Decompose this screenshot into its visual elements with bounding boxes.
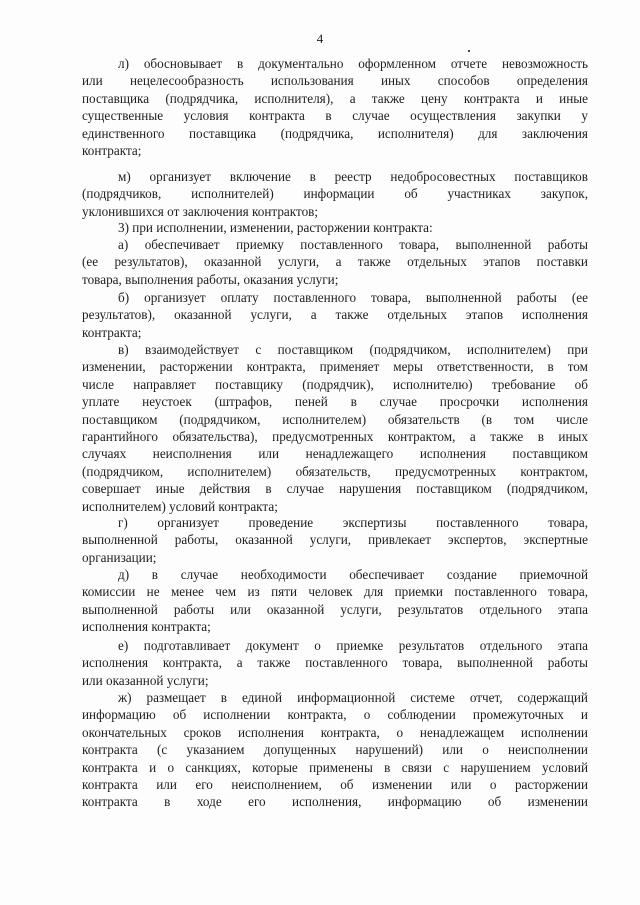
text-line: контракта; xyxy=(82,142,142,158)
text-line: уклонившихся от заключения контрактов; xyxy=(82,203,319,219)
paragraph-m xyxy=(82,168,588,220)
text-line: б) организует оплату поставленного товара, выполненной работы (ее xyxy=(118,290,588,305)
text-line: в) взаимодействует с поставщиком (подрядчиком, исполнителем) при xyxy=(118,342,588,357)
text-line: (подрядчиков, исполнителей) информации об участниках закупок, xyxy=(82,186,588,202)
text-line: исполнения контракта; xyxy=(82,619,211,635)
text-line: организации; xyxy=(82,549,157,565)
paragraph-l xyxy=(82,55,588,159)
text-line: контракта (с указанием допущенных нарушений) или о неисполнении xyxy=(82,742,588,758)
text-line: случаях неисполнения или ненадлежащего исполнения поставщиком xyxy=(82,446,588,462)
text-line: поставщика (подрядчика, исполнителя), а также цену контракта и иные xyxy=(82,90,588,106)
text-line: контракта и о санкциях, которые применены в связи с нарушением условий xyxy=(82,759,588,775)
text-line: контракта или его неисполнением, об изменении или о расторжении xyxy=(82,776,588,792)
text-line: е) подготавливает документ о приемке результатов отдельного этапа xyxy=(118,638,588,653)
text-line: числе направляет поставщику (подрядчик), исполнителю) требование об xyxy=(82,376,588,392)
text-line: поставщиком (подрядчиком, исполнителем) обязательств (в том числе xyxy=(82,411,588,427)
text-line: исполнения контракта, а также поставленного товара, выполненной работы xyxy=(82,655,588,671)
paragraph-3 xyxy=(82,219,588,236)
text-line: г) организует проведение экспертизы поставленного товара, xyxy=(118,515,588,530)
text-line: д) в случае необходимости обеспечивает создание приемочной xyxy=(118,567,588,582)
text-line: (ее результатов), оказанной услуги, а также отдельных этапов поставки xyxy=(82,254,588,270)
text-line: совершает иные действия в случае нарушения поставщиком (подрядчиком, xyxy=(82,481,588,497)
text-line: исполнителем) условий контракта; xyxy=(82,498,278,514)
text-line: 3) при исполнении, изменении, расторжении контракта: xyxy=(118,220,433,235)
paragraph-e xyxy=(82,637,588,689)
text-line: л) обосновывает в документально оформленном отчете невозможность xyxy=(118,56,588,71)
text-line: существенные условия контракта в случае осуществления закупки у xyxy=(82,108,588,124)
text-line: контракта в ходе его исполнения, информацию об изменении xyxy=(82,794,588,810)
text-line: окончательных сроков исполнения контракта, о ненадлежащем исполнении xyxy=(82,724,588,740)
text-line: уплате неустоек (штрафов, пеней в случае просрочки исполнения xyxy=(82,394,588,410)
text-line: м) организует включение в реестр недобросовестных поставщиков xyxy=(118,169,588,184)
text-line: (подрядчиком, исполнителем) обязательств, предусмотренных контрактом, xyxy=(82,463,588,479)
text-line: товара, выполнения работы, оказания услуги; xyxy=(82,271,339,287)
text-line: выполненной работы, оказанной услуги, привлекает экспертов, экспертные xyxy=(82,532,588,548)
text-line: комиссии не менее чем из пяти человек для приемки поставленного товара, xyxy=(82,584,588,600)
paragraph-a xyxy=(82,236,588,288)
text-line: изменении, расторжении контракта, применяет меры ответственности, в том xyxy=(82,359,588,375)
paragraph-d xyxy=(82,566,588,636)
paragraph-b xyxy=(82,289,588,341)
text-line: выполненной работы или оказанной услуги, результатов отдельного этапа xyxy=(82,601,588,617)
paragraph-v xyxy=(82,341,588,515)
text-line: ж) размещает в единой информационной системе отчет, содержащий xyxy=(118,690,588,705)
page-number: 4 xyxy=(316,31,324,46)
text-line: информацию об исполнении контракта, о соблюдении промежуточных и xyxy=(82,707,588,723)
text-line: или оказанной услуги; xyxy=(82,672,209,688)
text-line: результатов), оказанной услуги, а также отдельных этапов исполнения xyxy=(82,307,588,323)
scan-speck xyxy=(468,50,470,52)
paragraph-zh xyxy=(82,689,588,811)
text-line: гарантийного обязательства), предусмотренных контрактом, а также в иных xyxy=(82,428,588,444)
text-line: или нецелесообразность использования иных способов определения xyxy=(82,73,588,89)
text-line: контракта; xyxy=(82,324,142,340)
text-line: а) обеспечивает приемку поставленного товара, выполненной работы xyxy=(118,237,588,252)
text-line: единственного поставщика (подрядчика, исполнителя) для заключения xyxy=(82,125,588,141)
paragraph-g xyxy=(82,514,588,566)
